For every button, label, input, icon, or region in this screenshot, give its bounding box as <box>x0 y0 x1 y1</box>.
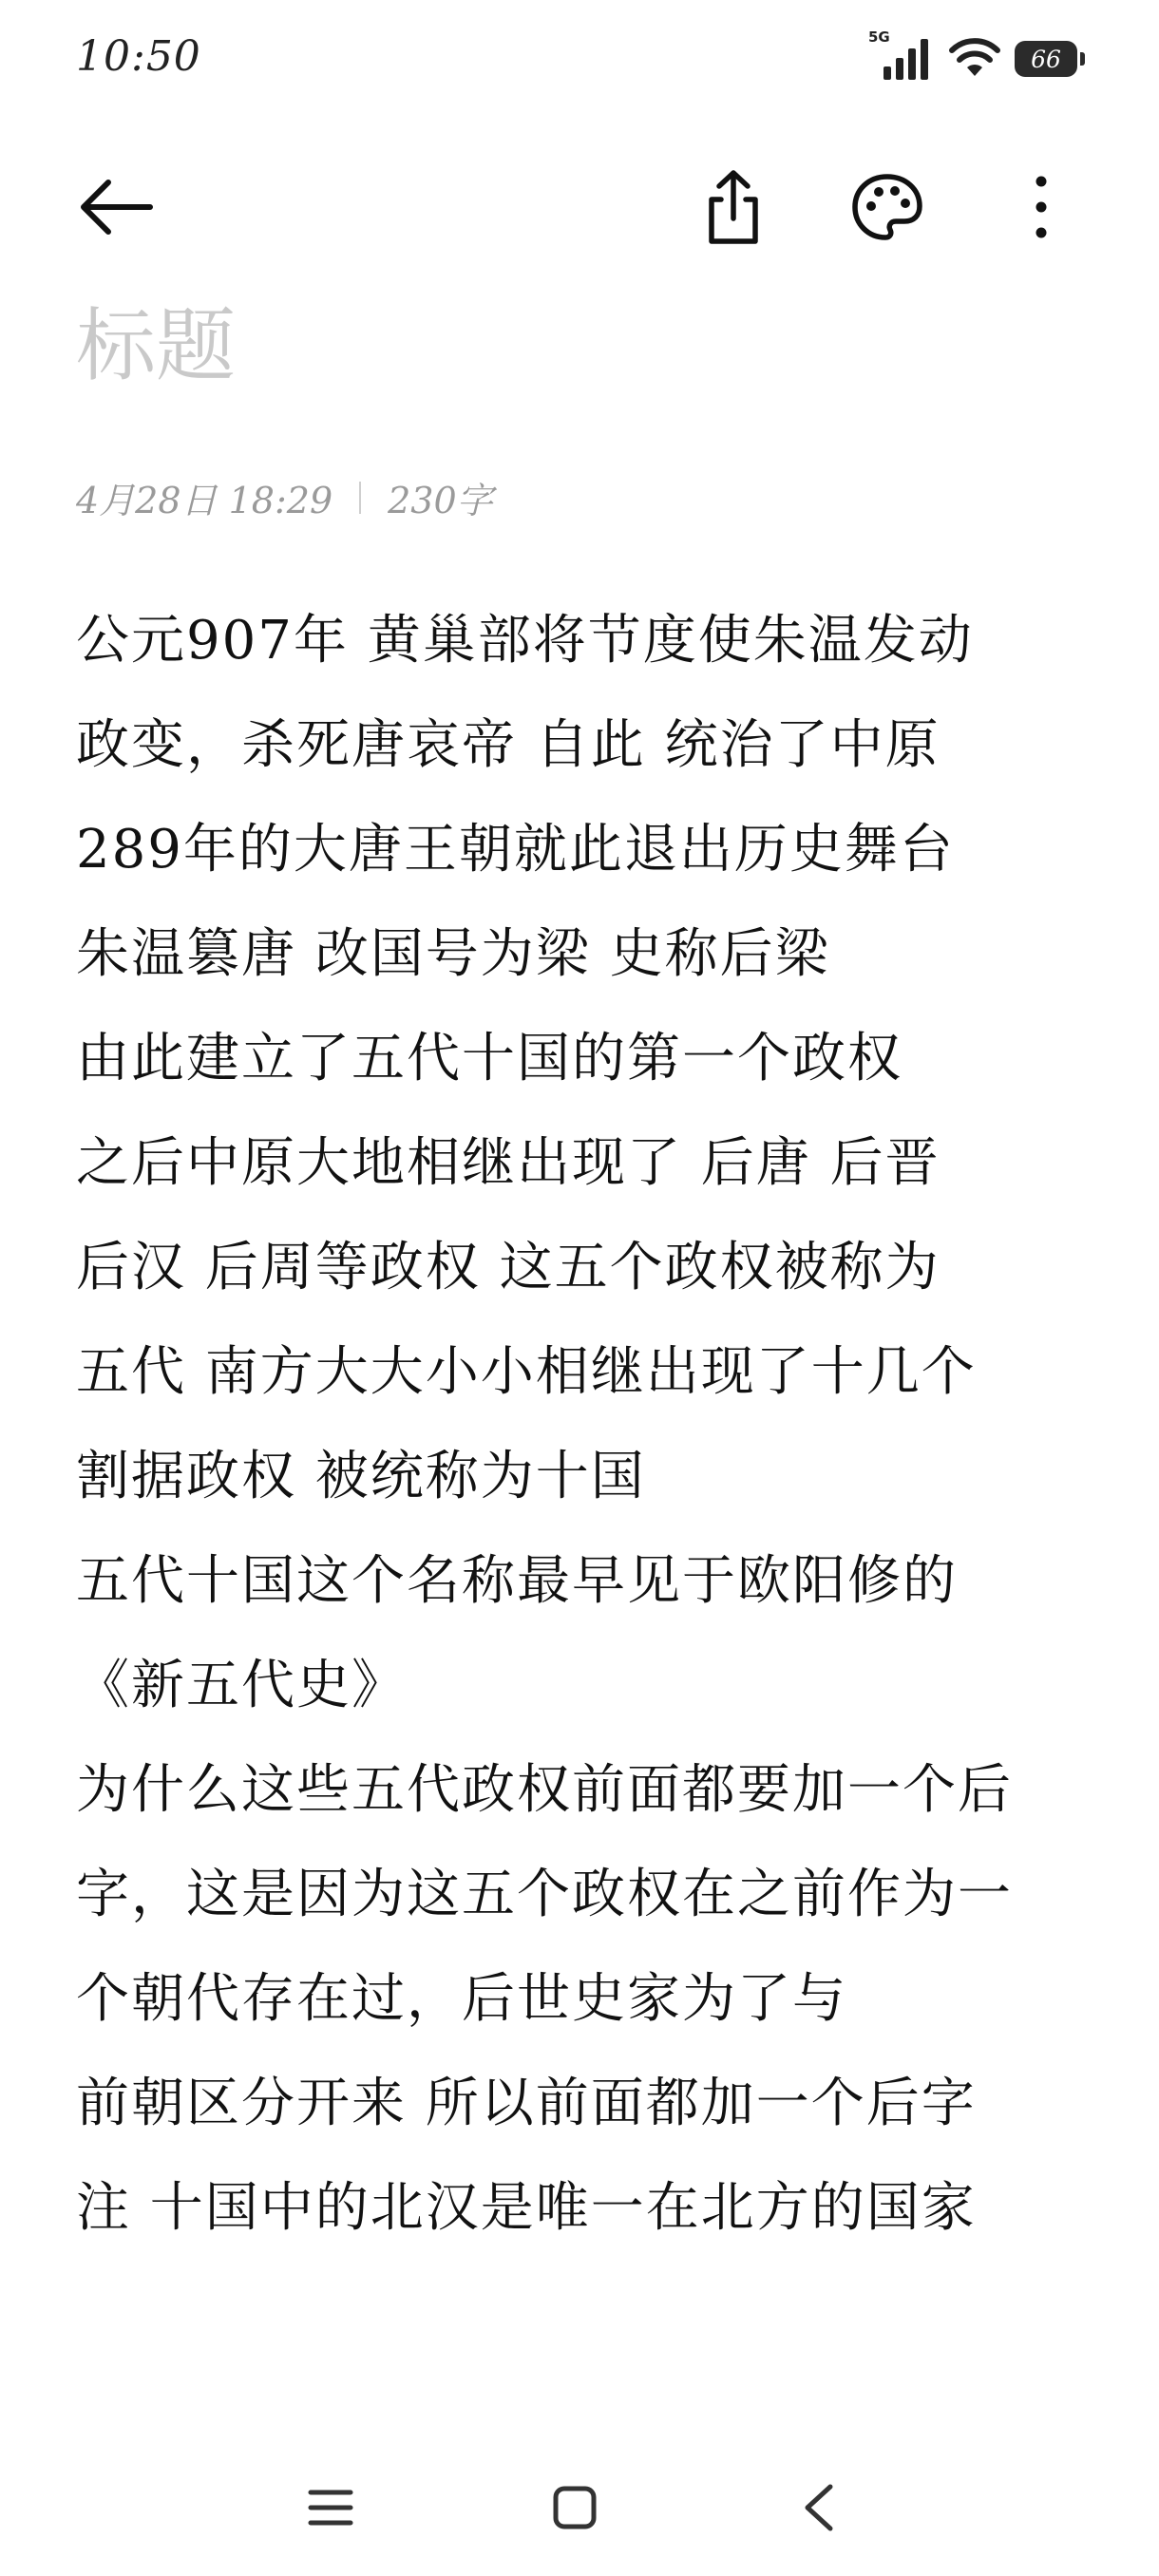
body-line: 后汉 后周等政权 这五个政权被称为 <box>76 1237 940 1298</box>
body-line: 之后中原大地相继出现了 后唐 后晋 <box>76 1132 940 1194</box>
more-vertical-icon <box>1032 174 1051 240</box>
status-icons <box>868 28 1077 84</box>
status-time: 10:50 <box>76 32 201 81</box>
body-line: 政变，杀死唐哀帝 自此 统治了中原 <box>76 714 940 776</box>
body-line: 字，这是因为这五个政权在之前作为一 <box>76 1864 1013 1925</box>
body-line: 为什么这些五代政权前面都要加一个后 <box>76 1759 1013 1821</box>
signal-icon <box>868 28 935 82</box>
back-arrow-icon <box>76 177 156 237</box>
body-line: 前朝区分开来 所以前面都加一个后字 <box>76 2073 977 2134</box>
palette-icon <box>851 173 923 241</box>
body-line: 公元907年 黄巢部将节度使朱温发动 <box>76 610 974 672</box>
body-line: 个朝代存在过，后世史家为了与 <box>76 1968 847 2030</box>
back-button[interactable] <box>68 160 163 255</box>
back-chevron-icon <box>802 2483 836 2532</box>
note-title-input[interactable]: 标题 <box>76 299 237 392</box>
body-line: 五代 南方大大小小相继出现了十几个 <box>76 1341 977 1403</box>
body-line: 五代十国这个名称最早见于欧阳修的 <box>76 1550 958 1612</box>
body-line: 289年的大唐王朝就此退出历史舞台 <box>76 819 955 881</box>
note-meta <box>76 471 493 523</box>
wifi-icon <box>948 36 1001 82</box>
body-line: 《新五代史》 <box>76 1655 407 1716</box>
more-options-button[interactable] <box>994 160 1089 255</box>
recent-apps-button[interactable] <box>293 2470 369 2546</box>
note-body-editor[interactable] <box>76 589 1102 2261</box>
body-line: 由此建立了五代十国的第一个政权 <box>76 1028 902 1089</box>
system-back-button[interactable] <box>781 2470 857 2546</box>
battery-level: 66 <box>1031 45 1061 73</box>
meta-divider <box>359 482 361 514</box>
body-line: 注 十国中的北汉是唯一在北方的国家 <box>76 2177 977 2239</box>
note-date: 4月28日 18:29 <box>76 480 333 521</box>
battery-icon <box>1015 41 1077 77</box>
share-icon <box>700 167 767 247</box>
menu-icon <box>307 2487 354 2529</box>
toolbar <box>0 152 1159 266</box>
body-line: 朱温篡唐 改国号为梁 史称后梁 <box>76 923 830 985</box>
home-button[interactable] <box>537 2470 613 2546</box>
theme-button[interactable] <box>840 160 935 255</box>
body-line: 割据政权 被统称为十国 <box>76 1446 646 1507</box>
word-count: 230字 <box>388 480 493 521</box>
system-nav-bar <box>0 2451 1159 2565</box>
status-bar <box>0 0 1159 123</box>
home-square-icon <box>551 2484 598 2531</box>
network-type-label: 5G <box>868 28 890 46</box>
share-button[interactable] <box>686 160 781 255</box>
